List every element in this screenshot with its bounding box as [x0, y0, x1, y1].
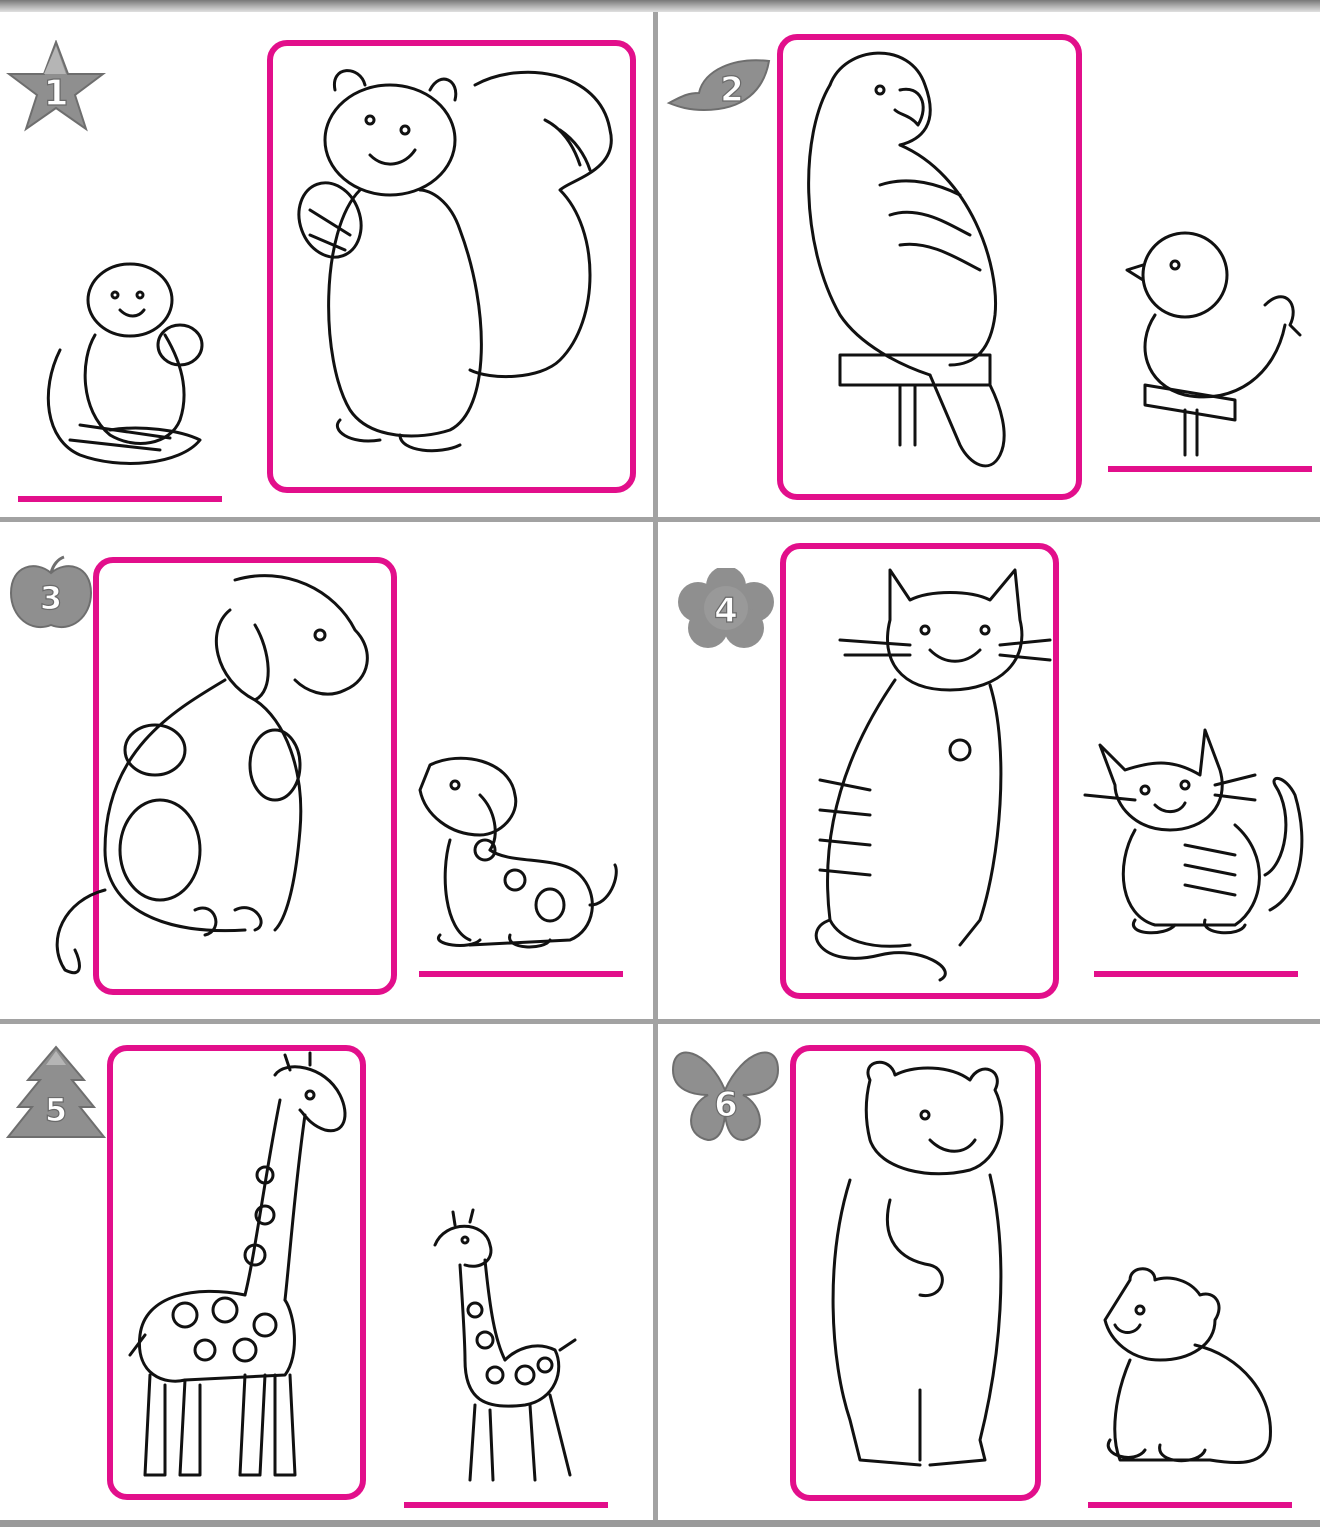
answer-line[interactable] — [1088, 1502, 1292, 1508]
answer-line[interactable] — [404, 1502, 608, 1508]
small-bird-icon — [1125, 225, 1305, 465]
answer-line[interactable] — [419, 971, 623, 977]
leaf-icon — [664, 55, 774, 115]
answer-line[interactable] — [18, 496, 222, 502]
bear-icon — [820, 1060, 1020, 1480]
giraffe-icon — [115, 1055, 365, 1495]
badge-number: 4 — [714, 591, 738, 631]
bear-cub-icon — [1100, 1265, 1280, 1475]
badge-number: 5 — [44, 1091, 68, 1129]
kitten-icon — [1085, 715, 1315, 945]
butterfly-icon — [668, 1040, 783, 1145]
dog-icon — [45, 570, 385, 980]
badge-number: 2 — [720, 70, 744, 110]
bottom-border — [0, 1520, 1320, 1527]
badge-number: 6 — [714, 1085, 738, 1125]
cat-icon — [800, 560, 1060, 990]
puppy-icon — [410, 755, 630, 955]
star-icon — [6, 40, 106, 132]
horizontal-divider — [0, 517, 1320, 522]
horizontal-divider — [0, 1019, 1320, 1024]
tree-icon — [6, 1045, 106, 1145]
badge-number: 1 — [43, 73, 69, 114]
answer-line[interactable] — [1094, 971, 1298, 977]
chipmunk-icon — [40, 250, 210, 490]
flower-icon — [676, 568, 776, 648]
vertical-divider — [653, 12, 658, 1520]
squirrel-icon — [290, 60, 620, 480]
parrot-icon — [800, 45, 1070, 485]
baby-giraffe-icon — [425, 1210, 585, 1495]
answer-line[interactable] — [1108, 466, 1312, 472]
top-border — [0, 0, 1320, 12]
badge-number: 3 — [39, 579, 63, 617]
